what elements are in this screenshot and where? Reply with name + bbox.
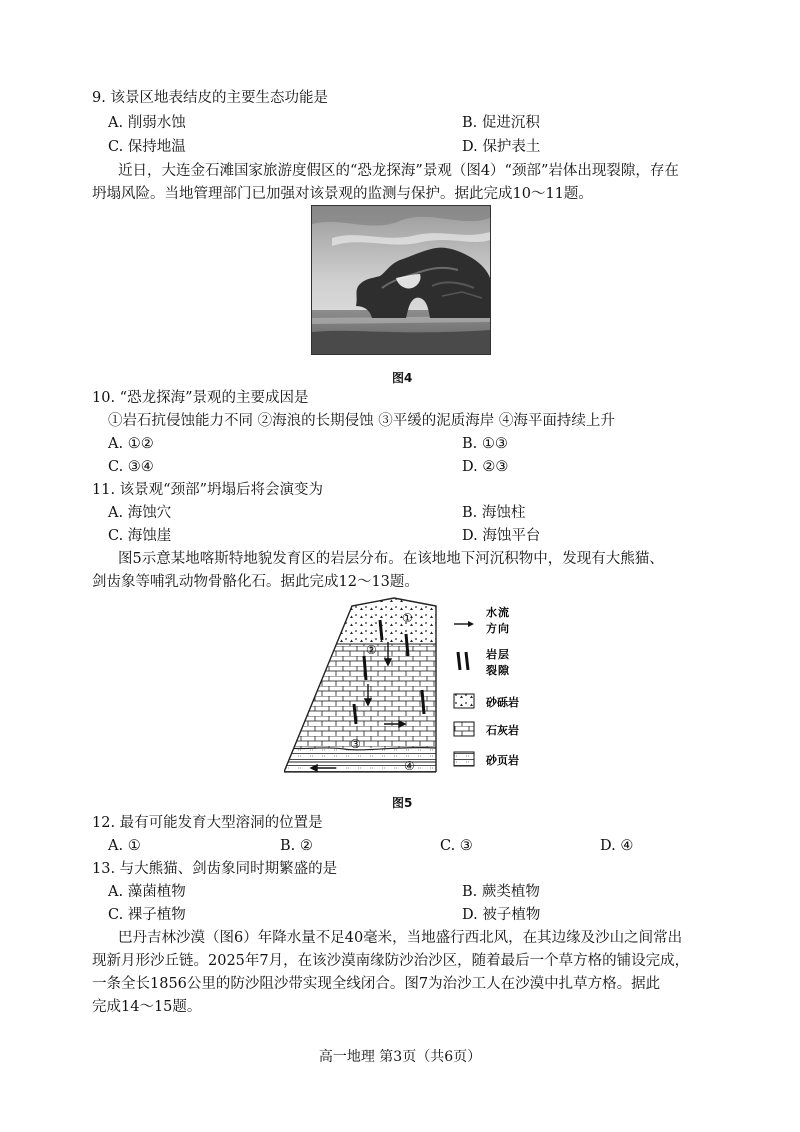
legend-water-3: 方: [486, 622, 497, 635]
marker-2: ②: [366, 643, 377, 657]
q10-statements: ①岩石抗侵蚀能力不同 ②海浪的长期侵蚀 ③平缓的泥质海岸 ④海平面持续上升: [108, 413, 615, 429]
q13-option-a: A. 藻菌植物: [108, 884, 186, 900]
marker-4: ④: [404, 759, 415, 773]
figure4-photo: [311, 205, 491, 355]
legend-water-4: 向: [498, 622, 509, 635]
figure5-caption: 图5: [392, 796, 413, 810]
q11-stem: 11. 该景观“颈部”坍塌后将会演变为: [92, 482, 323, 498]
legend-fissure-3: 裂: [486, 664, 497, 677]
q10-option-b: B. ①③: [462, 436, 508, 452]
figure5-legend: [454, 605, 519, 767]
sea-arch-illustration: [312, 206, 490, 354]
legend-shale: 砂页岩: [486, 754, 519, 767]
intro-10-11-line1: 近日，大连金石滩国家旅游度假区的“恐龙探海”景观（图4）“颈部”岩体出现裂隙，存在: [118, 163, 679, 179]
q11-option-d: D. 海蚀平台: [462, 528, 541, 544]
q9-option-c: C. 保持地温: [108, 139, 186, 155]
q12-option-a: A. ①: [108, 838, 141, 854]
q11-option-c: C. 海蚀崖: [108, 528, 172, 544]
q9-option-a: A. 削弱水蚀: [108, 115, 186, 131]
q13-stem: 13. 与大熊猫、剑齿象同时期繁盛的是: [92, 861, 338, 877]
q12-option-d: D. ④: [600, 838, 634, 854]
marker-1: ①: [402, 611, 413, 625]
legend-conglomerate: 砂砾岩: [486, 696, 519, 709]
q9-option-d: D. 保护表土: [462, 139, 541, 155]
legend-fissure-1: 岩: [486, 648, 497, 661]
legend-limestone: 石灰岩: [486, 724, 519, 737]
marker-3: ③: [350, 737, 361, 751]
legend-water-1: 水: [486, 606, 497, 619]
karst-strata-diagram: [284, 596, 534, 784]
q13-option-c: C. 裸子植物: [108, 907, 186, 923]
intro-14-15-line1: 巴丹吉林沙漠（图6）年降水量不足40毫米，当地盛行西北风，在其边缘及沙山之间常出: [118, 930, 683, 946]
q12-stem: 12. 最有可能发育大型溶洞的位置是: [92, 815, 323, 831]
legend-fissure-4: 隙: [498, 664, 509, 677]
legend-water-2: 流: [498, 606, 509, 619]
intro-14-15-line3: 一条全长1856公里的防沙阻沙带实现全线闭合。图7为治沙工人在沙漠中扎草方格。据此: [92, 976, 661, 992]
q11-option-a: A. 海蚀穴: [108, 505, 172, 521]
q10-option-d: D. ②③: [462, 459, 509, 475]
q11-option-b: B. 海蚀柱: [462, 505, 526, 521]
q12-option-c: C. ③: [440, 838, 473, 854]
q13-option-d: D. 被子植物: [462, 907, 541, 923]
page-footer: 高一地理 第3页（共6页）: [318, 1049, 482, 1065]
q13-option-b: B. 蕨类植物: [462, 884, 540, 900]
intro-12-13-line2: 剑齿象等哺乳动物骨骼化石。据此完成12～13题。: [92, 574, 419, 590]
q9-stem: 9. 该景区地表结皮的主要生态功能是: [92, 90, 328, 106]
q10-stem: 10. “恐龙探海”景观的主要成因是: [92, 390, 309, 406]
q10-option-a: A. ①②: [108, 436, 154, 452]
figure5-diagram: [284, 596, 534, 784]
q9-option-b: B. 促进沉积: [462, 115, 540, 131]
intro-14-15-line2: 现新月形沙丘链。2025年7月，在该沙漠南缘防沙治沙区，随着最后一个草方格的铺设完成，: [92, 953, 690, 969]
intro-14-15-line4: 完成14～15题。: [92, 999, 202, 1015]
intro-12-13-line1: 图5示意某地喀斯特地貌发育区的岩层分布。在该地地下河沉积物中，发现有大熊猫、: [118, 551, 664, 567]
figure4-caption: 图4: [392, 371, 413, 385]
q10-option-c: C. ③④: [108, 459, 154, 475]
intro-10-11-line2: 坍塌风险。当地管理部门已加强对该景观的监测与保护。据此完成10～11题。: [92, 186, 593, 202]
legend-fissure-2: 层: [498, 648, 509, 661]
q12-option-b: B. ②: [280, 838, 313, 854]
